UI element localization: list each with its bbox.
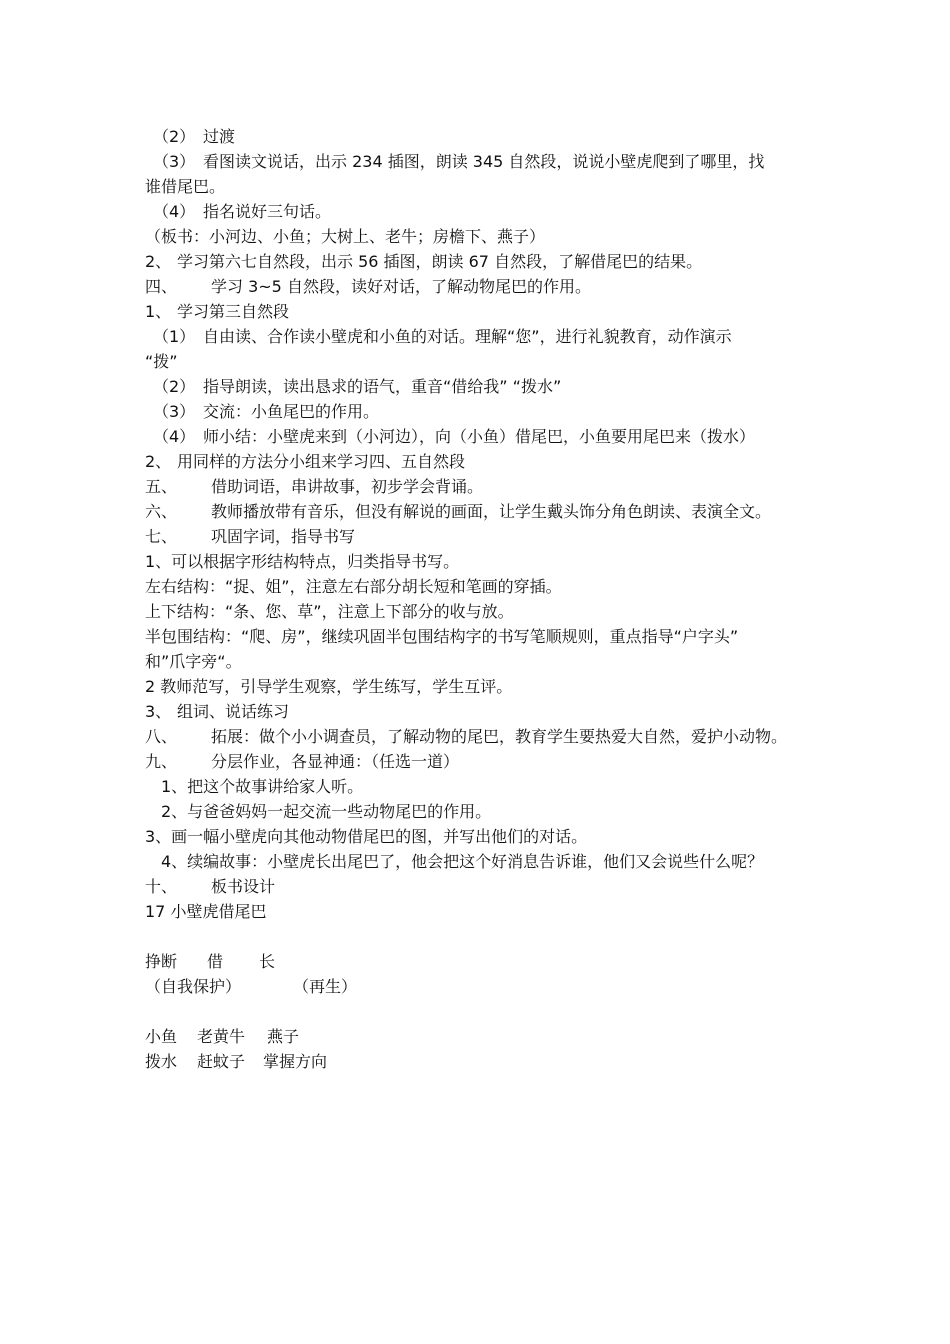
board-word: （再生） [293,977,358,996]
item-text: 2 教师范写，引导学生观察，学生练写，学生互评。 [145,677,513,696]
item-text: “拨” [145,352,178,371]
item-number: （1） [153,327,196,346]
step-line [145,302,815,322]
item-text: 3、画一幅小壁虎向其他动物借尾巴的图，并写出他们的对话。 [145,827,588,846]
item-text: 板书设计 [211,877,276,896]
section-number: 五、 [145,477,178,496]
board-word: 拨水 [145,1052,178,1071]
board-word: 燕子 [267,1027,300,1046]
item-text: 左右结构：“捉、姐”，注意左右部分胡长短和笔画的穿插。 [145,577,562,596]
homework-item [161,852,831,872]
item-text: 拓展：做个小小调查员，了解动物的尾巴，教育学生要热爱大自然，爱护小动物。 [211,727,788,746]
item-text: 学习第三自然段 [177,302,290,321]
homework-item [161,777,831,797]
step-line [145,402,815,422]
text-line [145,602,815,622]
item-number: （3） [153,402,196,421]
item-text: 分层作业，各显神通：（任选一道） [211,752,460,771]
item-text: 学习第六七自然段，出示 56 插图，朗读 67 自然段，了解借尾巴的结果。 [177,252,703,271]
section-number: 八、 [145,727,178,746]
step-line [145,152,815,172]
homework-item [145,827,815,847]
step-line [145,377,815,397]
item-number: （2） [153,127,196,146]
board-word: 老黄牛 [197,1027,246,1046]
board-word: 挣断 [145,952,178,971]
item-text: 17 小壁虎借尾巴 [145,902,267,921]
section-heading [145,502,815,522]
board-row [145,1052,815,1072]
text-line [145,627,815,647]
item-number: 2、 [145,452,172,471]
text-line-continuation [145,652,815,672]
item-text: 和”爪字旁“。 [145,652,242,671]
item-text: 4、续编故事：小壁虎长出尾巴了，他会把这个好消息告诉谁，他们又会说些什么呢？ [161,852,764,871]
section-heading [145,527,815,547]
item-text: 组词、说话练习 [177,702,290,721]
text-line [145,577,815,597]
item-number: （4） [153,202,196,221]
board-word: 掌握方向 [263,1052,328,1071]
section-number: 六、 [145,502,178,521]
step-line [145,452,815,472]
section-heading [145,752,815,772]
item-number: 2、 [145,252,172,271]
board-word: 长 [259,952,276,971]
item-text: 借助词语，串讲故事，初步学会背诵。 [211,477,484,496]
item-text: 自由读、合作读小壁虎和小鱼的对话。理解“您”，进行礼貌教育，动作演示 [203,327,732,346]
item-text: 交流：小鱼尾巴的作用。 [203,402,380,421]
board-word: （自我保护） [145,977,242,996]
step-line-continuation [145,352,815,372]
step-line [145,252,815,272]
board-row [145,977,815,997]
item-text: 指导朗读，读出恳求的语气，重音“借给我” “拨水” [203,377,562,396]
section-heading [145,727,815,747]
board-row [145,952,815,972]
item-text: 1、把这个故事讲给家人听。 [161,777,364,796]
homework-item [161,802,831,822]
item-number: 3、 [145,702,172,721]
item-text: （板书：小河边、小鱼；大树上、老牛；房檐下、燕子） [145,227,546,246]
item-number: （2） [153,377,196,396]
item-text: 谁借尾巴。 [145,177,226,196]
item-number: 1、 [145,302,172,321]
board-word: 小鱼 [145,1027,178,1046]
text-line [145,677,815,697]
step-line [145,327,815,347]
item-text: 看图读文说话，出示 234 插图，朗读 345 自然段，说说小壁虎爬到了哪里，找 [203,152,765,171]
board-row [145,1027,815,1047]
text-line [145,552,815,572]
item-text: 师小结：小壁虎来到（小河边），向（小鱼）借尾巴，小鱼要用尾巴来（拨水） [203,427,756,446]
board-word: 借 [207,952,224,971]
board-word: 赶蚊子 [197,1052,246,1071]
item-number: （4） [153,427,196,446]
step-line [145,127,815,147]
section-number: 四、 [145,277,178,296]
item-text: 指名说好三句话。 [203,202,332,221]
section-number: 九、 [145,752,178,771]
item-text: 1、可以根据字形结构特点，归类指导书写。 [145,552,460,571]
section-heading [145,477,815,497]
section-number: 七、 [145,527,178,546]
item-text: 学习 3~5 自然段，读好对话，了解动物尾巴的作用。 [211,277,591,296]
step-line [145,202,815,222]
item-text: 半包围结构：“爬、房”，继续巩固半包围结构字的书写笔顺规则，重点指导“户字头” [145,627,739,646]
item-text: 上下结构：“条、您、草”，注意上下部分的收与放。 [145,602,514,621]
board-note [145,227,815,247]
item-text: 教师播放带有音乐，但没有解说的画面，让学生戴头饰分角色朗读、表演全文。 [211,502,772,521]
step-line-continuation [145,177,815,197]
item-text: 过渡 [203,127,236,146]
item-text: 用同样的方法分小组来学习四、五自然段 [177,452,466,471]
section-heading [145,277,815,297]
item-text: 2、与爸爸妈妈一起交流一些动物尾巴的作用。 [161,802,492,821]
step-line [145,427,815,447]
section-heading [145,877,815,897]
section-number: 十、 [145,877,178,896]
item-text: 巩固字词，指导书写 [211,527,356,546]
step-line [145,702,815,722]
board-title [145,902,815,922]
item-number: （3） [153,152,196,171]
